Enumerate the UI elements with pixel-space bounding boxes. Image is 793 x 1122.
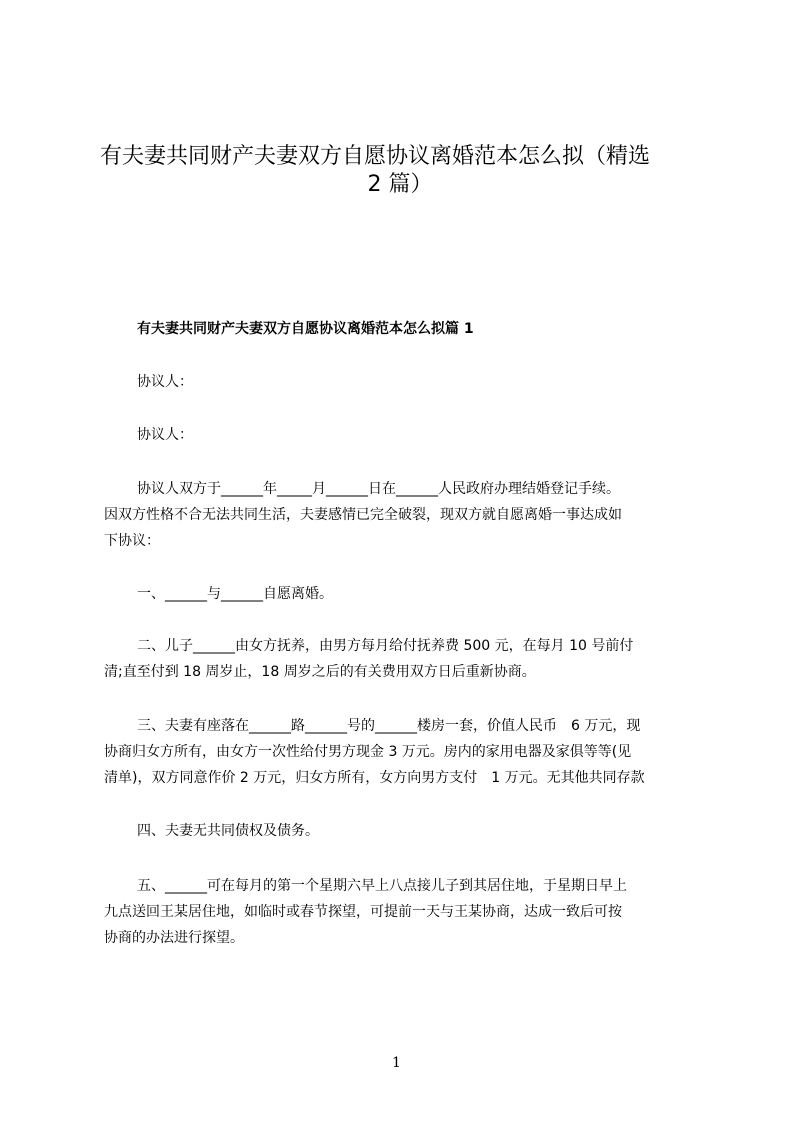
intro-line: 因双方性格不合无法共同生活，夫妻感情已完全破裂，现双方就自愿离婚一事达成如 <box>104 507 622 523</box>
clause-2-line: 二、儿子______由女方抚养，由男方每月给付抚养费 500 元，在每月 10 号前付 <box>137 638 634 654</box>
intro-line: 下协议： <box>104 533 160 549</box>
clause-5-line: 九点送回王某居住地，如临时或春节探望，可提前一天与王某协商，达成一致后可按 <box>104 904 622 920</box>
party-1-label: 协议人： <box>137 374 193 390</box>
document-title-line2: 2 篇） <box>367 172 433 197</box>
clause-4-line: 四、夫妻无共同债权及债务。 <box>137 823 319 839</box>
intro-line: 协议人双方于______年_____月______日在______人民政府办理结婚登记手续。 <box>137 481 620 497</box>
document-title-line1: 有夫妻共同财产夫妻双方自愿协议离婚范本怎么拟（精选 <box>100 144 651 169</box>
clause-5-line: 协商的办法进行探望。 <box>104 930 244 946</box>
clause-3-line: 清单)，双方同意作价 2 万元，归女方所有，女方向男方支付 1 万元。无其他共同存款 <box>104 770 645 786</box>
clause-3-line: 三、夫妻有座落在______路______号的______楼房一套，价值人民币 6 万元，现 <box>137 718 641 734</box>
page-number: 1 <box>392 1055 401 1071</box>
section-heading: 有夫妻共同财产夫妻双方自愿协议离婚范本怎么拟篇 1 <box>137 321 474 337</box>
clause-1-line: 一、______与______自愿离婚。 <box>137 586 333 602</box>
clause-3-line: 协商归女方所有，由女方一次性给付男方现金 3 万元。房内的家用电器及家俱等等(见 <box>104 744 632 760</box>
clause-5-line: 五、______可在每月的第一个星期六早上八点接儿子到其居住地，于星期日早上 <box>137 878 627 894</box>
clause-2-line: 清;直至付到 18 周岁止，18 周岁之后的有关费用双方日后重新协商。 <box>104 664 536 680</box>
party-2-label: 协议人： <box>137 427 193 443</box>
